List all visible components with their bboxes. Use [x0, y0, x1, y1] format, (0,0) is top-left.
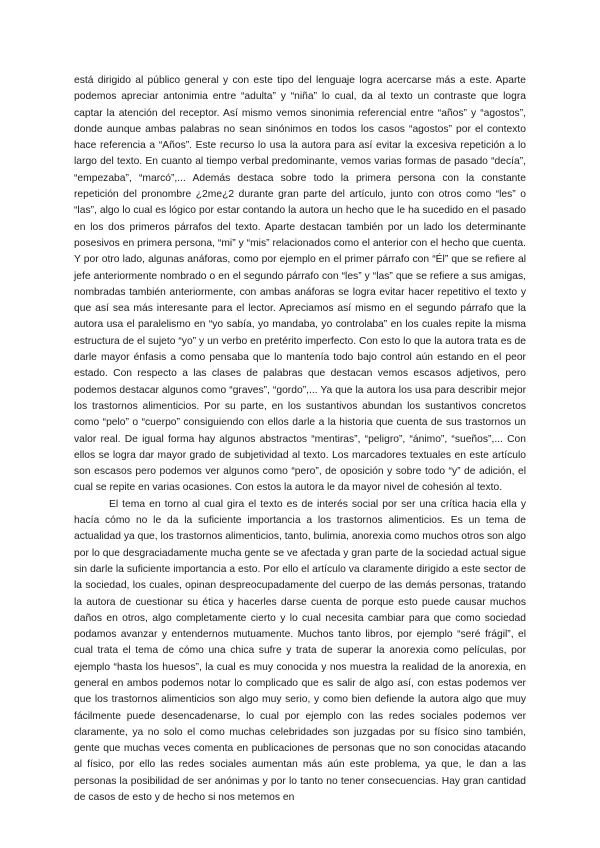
document-page	[74, 73, 526, 833]
paragraph-social-theme: El tema en torno al cual gira el texto es de interés social por ser una crítica hacia ella y hacía cómo no le da la suficiente importancia a los trastornos alimenticios. Es un tema de actualidad ya que, los trastornos alimenticios, tanto, bulimia, anorexia como muchos otros son algo por lo que desgraciadamente mucha gente se ve afectada y gran parte de la sociedad actual sigue sin darle la suficiente importancia a esto. Por ello el artículo va claramente dirigido a este sector de la sociedad, los cuales, opinan despreocupadamente del cuerpo de las demás personas, tratando la autora de cuestionar su ética y hacerles darse cuenta de porque esto puede causar muchos daños en otros, algo completamente cierto y lo cual necesita cambiar para que como sociedad podamos avanzar y entendernos mutuamente. Muchos tanto libros, por ejemplo “seré frágil”, el cual trata el tema de cómo una chica sufre y trata de superar la anorexia como películas, por ejemplo “hasta los huesos”, la cual es muy conocida y nos muestra la realidad de la anorexia, en general en ambos podemos notar lo complicado que es salir de algo así, con estas podemos ver que los trastornos alimenticios son algo muy serio, y como bien defiende la autora algo que muy fácilmente puede desencadenarse, lo cual por ejemplo con las redes sociales podemos ver claramente, ya no solo el como muchas celebridades son juzgadas por su físico sino también, gente que muchas veces comenta en publicaciones de personas que no son conocidas atacando al físico, por ello las redes sociales aumentan más aún este problema, ya que, le dan a las personas la posibilidad de ser anónimas y por lo tanto no tener consecuencias. Hay gran cantidad de casos de esto y de hecho si nos metemos en	[74, 498, 526, 804]
paragraph-linguistic-analysis: está dirigido al público general y con este tipo del lenguaje logra acercarse más a este. Aparte podemos apreciar antonimia entre “adulta” y “niña” lo cual, da al texto un contraste que logra captar la atención del receptor. Así mismo vemos sinonimia referencial entre “años” y “agostos”, donde aunque ambas palabras no sean sinónimos en todos los casos “agostos” por el contexto hace referencia a “Años”. Este recurso lo usa la autora para así evitar la excesiva repetición a lo largo del texto. En cuanto al tiempo verbal predominante, vemos varias formas de pasado “decía”, “empezaba”, “marcó”,... Además destaca sobre todo la primera persona con la constante repetición del pronombre ¿2me¿2 durante gran parte del artículo, junto con otros como “les” o “las”, algo lo cual es lógico por estar contando la autora un hecho que le ha sucedido en el pasado en los dos primeros párrafos del texto. Aparte destacan también por un lado los determinante posesivos en primera persona, “mi” y “mis” relacionados como el anterior con el hecho que cuenta. Y por otro lado, algunas anáforas, como por ejemplo en el primer párrafo con “Él” que se refiere al jefe anteriormente nombrado o en el segundo párrafo con “les” y “las” que se refiere a sus amigas, nombradas también anteriormente, con ambas anáforas se logra evitar hacer repetitivo el texto y que así sea más interesante para el lector. Apreciamos así mismo en el segundo párrafo que la autora usa el paralelismo en “yo sabía, yo mandaba, yo controlaba” en los cuales repite la misma estructura de el sujeto “yo” y un verbo en pretérito imperfecto. Con esto lo que la autora trata es de darle mayor énfasis a como pensaba que lo mantenía todo bajo control aún estando en el peor estado. Con respecto a las clases de palabras que destacan vemos escasos adjetivos, pero podemos destacar algunos como “graves”, “gordo”,... Ya que la autora los usa para describir mejor los trastornos alimenticios. Por su parte, en los sustantivos abundan los sustantivos concretos como “pelo” o “cuerpo” consiguiendo con ellos darle a la historia que cuenta de sus trastornos un valor real. De igual forma hay algunos abstractos “mentiras”, “peligro”, “ánimo”, “sueños”,... Con ellos se logra dar mayor grado de subjetividad al texto. Los marcadores textuales en este artículo son escasos pero podemos ver algunos como “pero”, de oposición y sobre todo “y” de adición, el cual se repite en varias ocasiones. Con estos la autora le da mayor nivel de cohesión al texto.	[74, 75, 526, 494]
